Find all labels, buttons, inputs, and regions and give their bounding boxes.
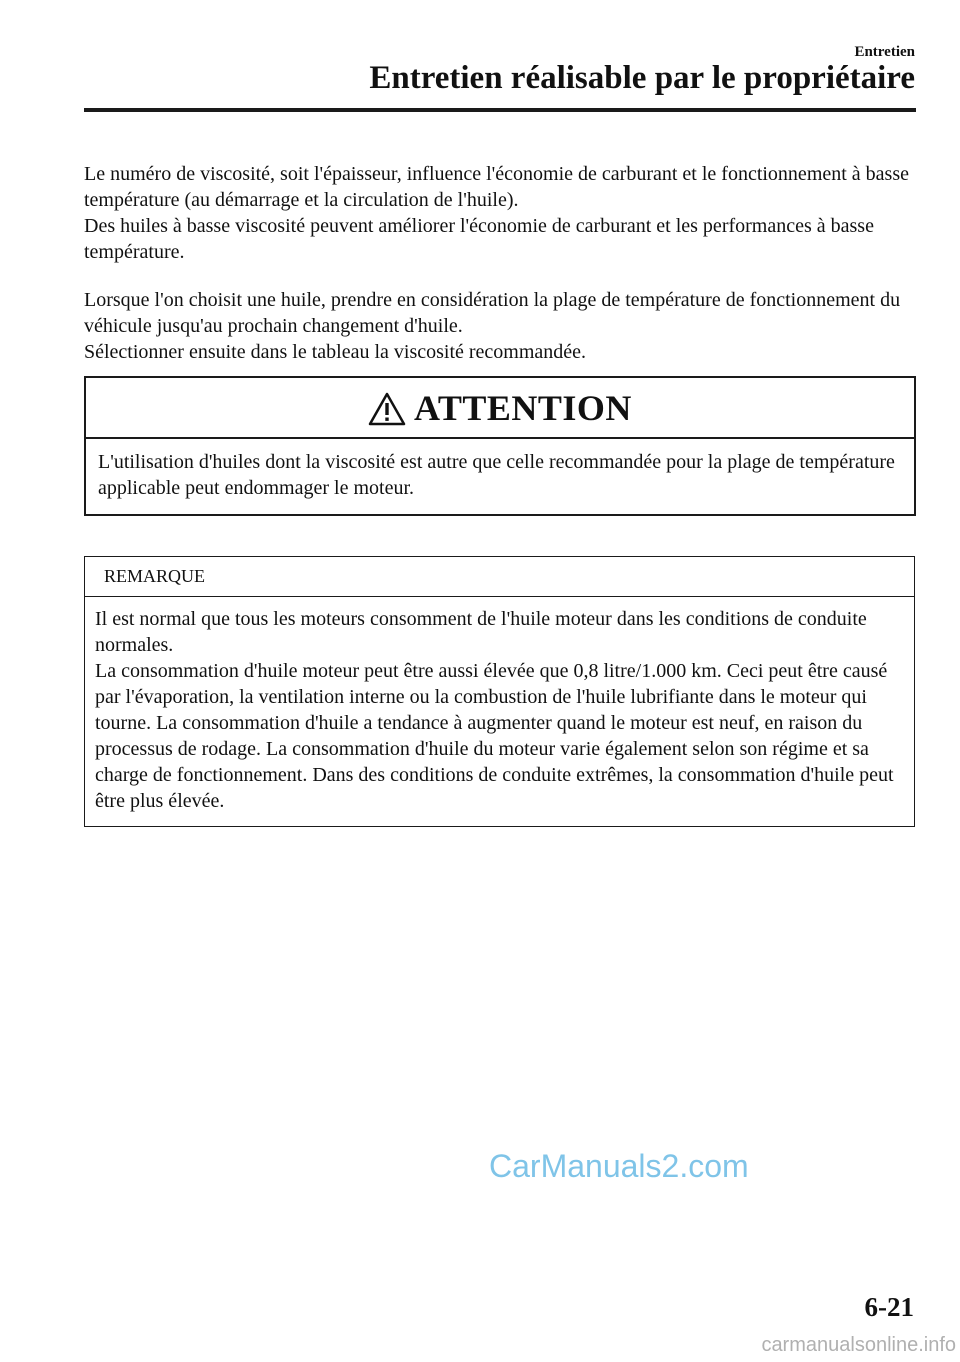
viscosity-paragraph: Le numéro de viscosité, soit l'épaisseur, influence l'économie de carburant et le fonctionnement à basse température (au démarrage et la circulation de l'huile). Des huiles à basse viscosité peuvent améliorer l'économie de carburant et les performances à basse température.: [84, 163, 909, 263]
oil-selection-paragraph: Lorsque l'on choisit une huile, prendre en considération la plage de température de fonctionnement du véhicule jusqu'au prochain changement d'huile. Sélectionner ensuite dans le tableau la viscosité recommandée.: [84, 289, 901, 363]
note-title: REMARQUE: [104, 566, 206, 586]
footer-site-watermark: carmanualsonline.info: [761, 1334, 956, 1356]
note-text: Il est normal que tous les moteurs consomment de l'huile moteur dans les conditions de conduite normales. La consommation d'huile moteur peut être aussi élevée que 0,8 litre/1.000 km. Ceci peut être causé par l'évaporation, la ventilation interne ou la combustion de l'huile lubrifiante dans le moteur qui tourne. La consommation d'huile a tendance à augmenter quand le moteur est neuf, en raison du processus de rodage. La consommation d'huile du moteur varie également selon son régime et sa charge de fonctionnement. Dans des conditions de conduite extrêmes, la consommation d'huile peut être plus élevée.: [95, 608, 894, 812]
page-title: Entretien réalisable par le propriétaire: [369, 60, 915, 96]
attention-box: [84, 376, 916, 516]
note-box: [84, 556, 915, 827]
attention-header: [86, 378, 914, 439]
section-label: Entretien: [854, 44, 915, 60]
watermark: CarManuals2.com: [489, 1148, 749, 1184]
page-number: 6-21: [864, 1292, 914, 1322]
warning-triangle-icon: [368, 392, 406, 426]
note-header: [85, 557, 914, 597]
attention-text: L'utilisation d'huiles dont la viscosité est autre que celle recommandée pour la plage de température applicable peut endommager le moteur.: [98, 451, 895, 499]
attention-title: ATTENTION: [414, 387, 632, 428]
header-divider: [84, 108, 916, 112]
